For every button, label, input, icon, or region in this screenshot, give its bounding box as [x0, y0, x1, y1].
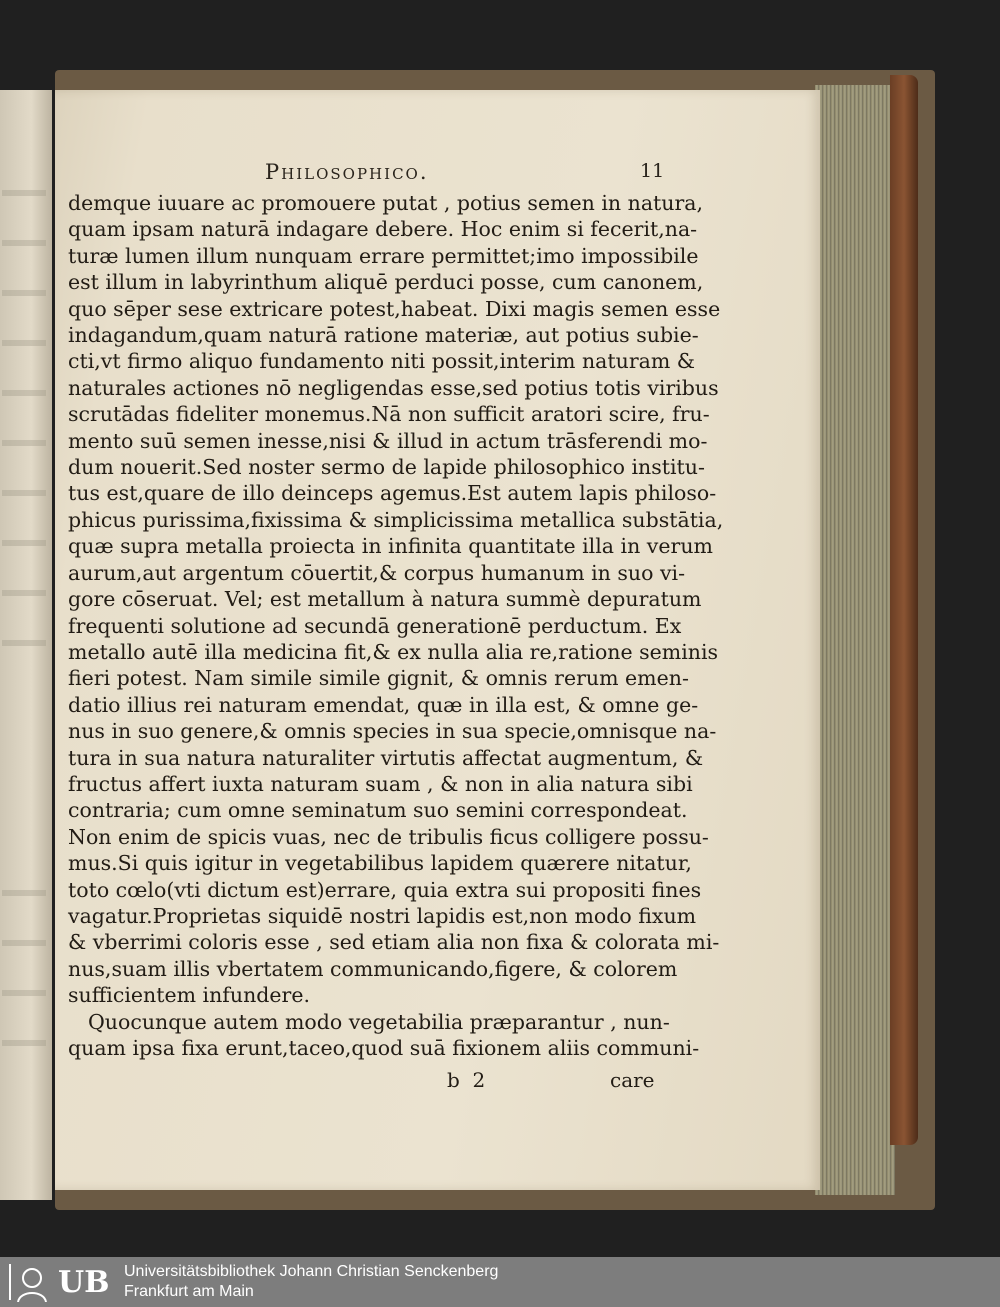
text-line: toto cœlo(vti dictum est)errare, quia extra sui propositi fines	[68, 877, 702, 902]
text-line: quam ipsam naturā indagare debere. Hoc enim si fecerit,na-	[68, 217, 698, 242]
cover-edge	[890, 75, 918, 1145]
institution-name	[124, 1262, 498, 1302]
folio-number: 11	[640, 160, 665, 182]
text-line: phicus purissima,fixissima & simplicissima metallica substātia,	[68, 507, 724, 532]
text-line: tura in sua natura naturaliter virtutis affectat augmentum, &	[68, 745, 704, 770]
text-line: dum nouerit.Sed noster sermo de lapide philosophico institu-	[68, 455, 705, 480]
library-logo[interactable]	[6, 1261, 114, 1303]
text-line: nus,suam illis vbertatem communicando,figere, & colorem	[68, 956, 678, 981]
portrait-icon	[6, 1262, 54, 1302]
text-line: metallo autē illa medicina fit,& ex nulla alia re,ratione seminis	[68, 639, 719, 664]
text-line: quo sēper sese extricare potest,habeat. Dixi magis semen esse	[68, 296, 721, 321]
text-line: mento suū semen inesse,nisi & illud in actum trāsferendi mo-	[68, 428, 708, 453]
footer-bar	[0, 1257, 1000, 1307]
text-line: naturales actiones nō negligendas esse,sed potius totis viribus	[68, 375, 719, 400]
text-line: gore cōseruat. Vel; est metallum à natura summè depuratum	[68, 587, 702, 612]
text-line: est illum in labyrinthum aliquē perduci posse, cum canonem,	[68, 270, 704, 295]
text-line: indagandum,quam naturā ratione materiæ, aut potius subie-	[68, 323, 699, 348]
text-line: frequenti solutione ad secundā generationē perductum. Ex	[68, 613, 682, 638]
text-line: & vberrimi coloris esse , sed etiam alia non fixa & colorata mi-	[68, 930, 720, 955]
text-line-paragraph-end: sufficientem infundere.	[68, 983, 310, 1008]
page-edges	[815, 85, 895, 1195]
text-line: fructus affert iuxta naturam suam , & non in alia natura sibi	[68, 771, 693, 796]
text-line: demque iuuare ac promouere putat , potius semen in natura,	[68, 191, 704, 215]
text-line: quæ supra metalla proiecta in infinita quantitate illa in verum	[68, 534, 713, 559]
text-line-paragraph-start: Quocunque autem modo vegetabilia præparantur , nun-	[88, 1009, 670, 1034]
body-text	[68, 190, 724, 1061]
text-line: scrutādas fideliter monemus.Nā non sufficit aratori scire, fru-	[68, 402, 710, 427]
text-line: cti,vt firmo aliquo fundamento niti possit,interim naturam &	[68, 349, 696, 374]
facing-page-edge	[0, 90, 52, 1200]
logo-text: UB	[58, 1264, 110, 1300]
text-line: aurum,aut argentum cōuertit,& corpus humanum in suo vi-	[68, 560, 686, 585]
text-line: vagatur.Proprietas siquidē nostri lapidis est,non modo fixum	[68, 903, 697, 928]
text-line: fieri potest. Nam simile simile gignit, & omnis rerum emen-	[68, 666, 689, 691]
text-line: datio illius rei naturam emendat, quæ in illa est, & omne ge-	[68, 692, 699, 717]
institution-line-2: Frankfurt am Main	[124, 1283, 254, 1300]
text-line: mus.Si quis igitur in vegetabilibus lapidem quærere nitatur,	[68, 851, 692, 876]
text-line: contraria; cum omne seminatum suo semini correspondeat.	[68, 798, 688, 823]
text-line: turæ lumen illum nunquam errare permittet;imo impossibile	[68, 243, 699, 268]
text-line: quam ipsa fixa erunt,taceo,quod suā fixionem aliis communi-	[68, 1036, 700, 1060]
running-head: Philosophico.	[265, 160, 429, 184]
signature-mark: b 2	[447, 1068, 486, 1092]
catchword: care	[610, 1068, 655, 1092]
institution-line-1: Universitätsbibliothek Johann Christian Senckenberg	[124, 1263, 499, 1280]
text-line: Non enim de spicis vuas, nec de tribulis ficus colligere possu-	[68, 824, 709, 849]
text-line: tus est,quare de illo deinceps agemus.Est autem lapis philoso-	[68, 481, 717, 506]
text-line: nus in suo genere,& omnis species in sua specie,omnisque na-	[68, 719, 717, 744]
